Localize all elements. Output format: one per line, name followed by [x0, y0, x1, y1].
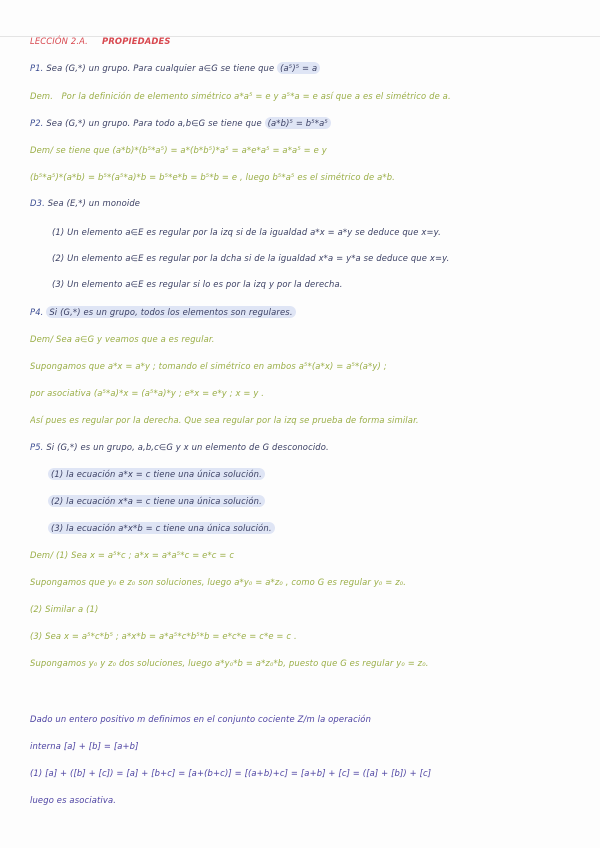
definition-3-item-1: (1) Un elemento a∈E es regular por la izq si de la igualdad a*x = a*y se deduce que x=y. [52, 227, 441, 237]
p5-item-3-text: (3) la ecuación a*x*b = c tiene una única solución. [48, 522, 275, 534]
proof-5-line-1: Dem/ (1) Sea x = a⁵*c ; a*x = a*a⁵*c = e*c = c [30, 550, 235, 560]
property-5-item-1 [48, 468, 600, 480]
proof-1 [30, 90, 600, 102]
p5-label: P5. [30, 442, 44, 452]
p4-label: P4. [30, 307, 44, 317]
proof-2-line-1: Dem/ se tiene que (a*b)*(b⁵*a⁵) = a*(b*b⁵)*a⁵ = a*e*a⁵ = a*a⁵ = e y [30, 145, 327, 155]
proof-5-line-3: (2) Similar a (1) [30, 604, 99, 614]
p2-text: Sea (G,*) un grupo. Para todo a,b∈G se tiene que [46, 118, 262, 128]
property-5-item-3 [48, 522, 600, 534]
cosets-intro: Dado un entero positivo m definimos en el conjunto cociente Z/m la operación [30, 714, 372, 724]
lesson-header [30, 35, 600, 47]
cosets-associativity: (1) [a] + ([b] + [c]) = [a] + [b+c] = [a+(b+c)] = [(a+b)+c] = [a+b] + [c] = ([a] + [b]) + [c] [30, 768, 432, 778]
p2-formula: (a*b)⁵ = b⁵*a⁵ [265, 117, 331, 129]
proof-4-line-3: por asociativa (a⁵*a)*x = (a⁵*a)*y ; e*x = e*y ; x = y . [30, 388, 265, 398]
proof-5-line-2: Supongamos que y₀ e z₀ son soluciones, luego a*y₀ = a*z₀ , como G es regular y₀ = z₀. [30, 577, 407, 587]
property-2 [30, 117, 600, 129]
p1-formula: (a⁵)⁵ = a [277, 62, 320, 74]
proof-4-line-4: Así pues es regular por la derecha. Que sea regular por la izq se prueba de forma similar. [30, 415, 419, 425]
p5-item-1-text: (1) la ecuación a*x = c tiene una única solución. [48, 468, 265, 480]
lesson-number: LECCIÓN 2.A. [30, 36, 88, 46]
d1-label: Dem. [30, 91, 54, 101]
d3-label: D3. [30, 198, 45, 208]
p5-text: Si (G,*) es un grupo, a,b,c∈G y x un elemento de G desconocido. [46, 442, 329, 452]
definition-3-item-2: (2) Un elemento a∈E es regular por la dcha si de la igualdad x*a = y*a se deduce que x=y. [52, 253, 450, 263]
p1-text: Sea (G,*) un grupo. Para cualquier a∈G se tiene que [46, 63, 275, 73]
proof-5-line-4: (3) Sea x = a⁵*c*b⁵ ; a*x*b = a*a⁵*c*b⁵*b = e*c*e = c*e = c . [30, 631, 297, 641]
proof-5-line-5: Supongamos y₀ y z₀ dos soluciones, luego a*y₀*b = a*z₀*b, puesto que G es regular y₀ = z₀. [30, 658, 429, 668]
cosets-conclusion: luego es asociativa. [30, 795, 117, 805]
p1-label: P1. [30, 63, 44, 73]
lesson-title: PROPIEDADES [102, 36, 171, 46]
proof-2-line-2: (b⁵*a⁵)*(a*b) = b⁵*(a⁵*a)*b = b⁵*e*b = b⁵*b = e , luego b⁵*a⁵ es el simétrico de a*b. [30, 172, 395, 182]
property-1 [30, 62, 600, 74]
property-5-item-2 [48, 495, 600, 507]
p4-text: Si (G,*) es un grupo, todos los elementos son regulares. [46, 306, 295, 318]
proof-4-line-1: Dem/ Sea a∈G y veamos que a es regular. [30, 334, 215, 344]
p5-item-2-text: (2) la ecuación x*a = c tiene una única solución. [48, 495, 265, 507]
p2-label: P2. [30, 118, 44, 128]
proof-4-line-2: Supongamos que a*x = a*y ; tomando el simétrico en ambos a⁵*(a*x) = a⁵*(a*y) ; [30, 361, 387, 371]
d1-text: Por la definición de elemento simétrico a*a⁵ = e y a⁵*a = e así que a es el simétrico de a. [61, 91, 451, 101]
d3-text: Sea (E,*) un monoide [47, 198, 141, 208]
cosets-operation: interna [a] + [b] = [a+b] [30, 741, 139, 751]
definition-3-item-3: (3) Un elemento a∈E es regular si lo es por la izq y por la derecha. [52, 279, 343, 289]
definition-3 [30, 197, 600, 209]
property-5 [30, 441, 600, 453]
property-4 [30, 306, 600, 318]
